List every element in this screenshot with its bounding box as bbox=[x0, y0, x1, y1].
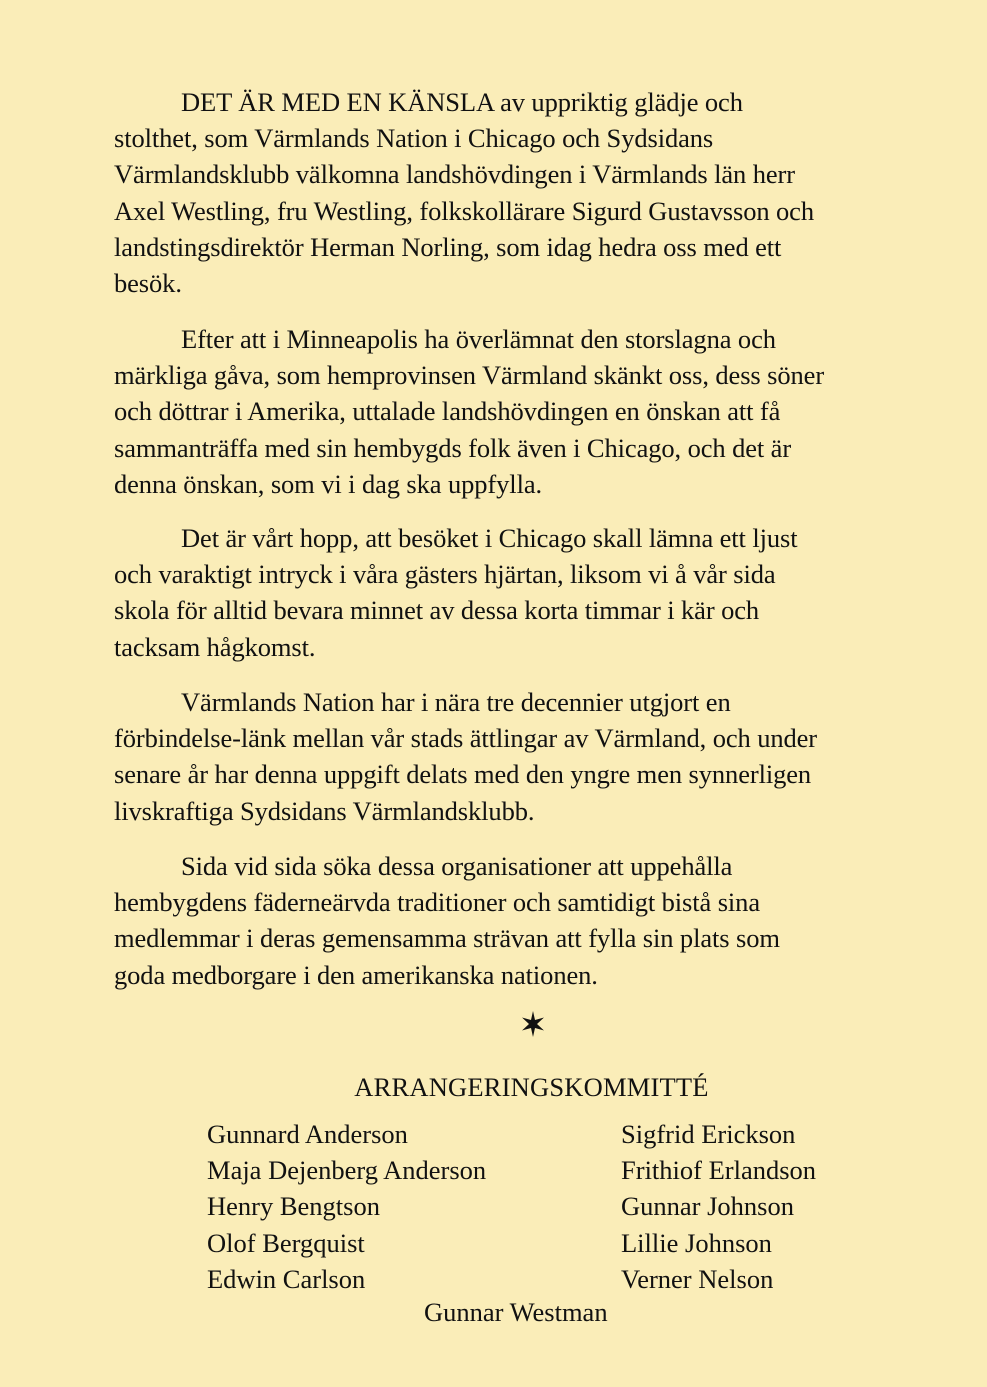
committee-member: Verner Nelson bbox=[621, 1263, 774, 1294]
paragraph-line: Sida vid sida söka dessa organisationer att uppehålla bbox=[181, 851, 733, 881]
paragraph-line: besök. bbox=[114, 268, 182, 299]
paragraph-line: livskraftiga Sydsidans Värmlandsklubb. bbox=[114, 795, 535, 826]
committee-member: Maja Dejenberg Anderson bbox=[207, 1155, 487, 1186]
paragraph-welcome bbox=[114, 84, 814, 301]
paragraph-line: Det är vårt hopp, att besöket i Chicago skall lämna ett ljust bbox=[181, 523, 798, 553]
six-pointed-star-icon bbox=[521, 1011, 545, 1037]
paragraph-line: Axel Westling, fru Westling, folkskollärare Sigurd Gustavsson och bbox=[114, 195, 814, 226]
paragraph-line: tacksam hågkomst. bbox=[114, 631, 316, 662]
paragraph-hope bbox=[114, 520, 798, 665]
committee-member: Gunnard Anderson bbox=[207, 1119, 408, 1149]
paragraph-line: förbindelse-länk mellan vår stads ättlingar av Värmland, och under bbox=[114, 723, 818, 754]
paragraph-line: Värmlands Nation har i nära tre decennier utgjort en bbox=[181, 687, 731, 717]
paragraph-line: och döttrar i Amerika, uttalade landshövdingen en önskan att få bbox=[114, 396, 781, 427]
committee-member: Edwin Carlson bbox=[207, 1263, 366, 1294]
paragraph-line: märkliga gåva, som hemprovinsen Värmland skänkt oss, dess söner bbox=[114, 360, 825, 391]
committee-member-final: Gunnar Westman bbox=[424, 1297, 608, 1327]
paragraph-line: senare år har denna uppgift delats med den yngre men synnerligen bbox=[114, 759, 812, 790]
committee-left-column bbox=[207, 1116, 486, 1297]
committee-right-column bbox=[621, 1116, 816, 1297]
paragraph-line: Värmlandsklubb välkomna landshövdingen i Värmlands län herr bbox=[114, 159, 795, 190]
paragraph-minneapolis bbox=[114, 321, 824, 502]
paragraph-line: DET ÄR MED EN KÄNSLA av uppriktig glädje och bbox=[181, 87, 743, 117]
committee-member: Olof Bergquist bbox=[207, 1227, 365, 1258]
paragraph-line: och varaktigt intryck i våra gästers hjärtan, liksom vi å vår sida bbox=[114, 559, 776, 590]
committee-member: Frithiof Erlandson bbox=[621, 1155, 817, 1186]
paragraph-line: Efter att i Minneapolis ha överlämnat den storslagna och bbox=[181, 324, 776, 354]
committee-member: Gunnar Johnson bbox=[621, 1191, 794, 1222]
paragraph-organisations bbox=[114, 848, 780, 993]
paragraph-line: hembygdens fäderneärvda traditioner och samtidigt bistå sina bbox=[114, 887, 760, 918]
paragraph-line: stolthet, som Värmlands Nation i Chicago och Sydsidans bbox=[114, 123, 714, 154]
paragraph-line: skola för alltid bevara minnet av dessa korta timmar i kär och bbox=[114, 595, 760, 626]
committee-title: ARRANGERINGSKOMMITTÉ bbox=[354, 1072, 709, 1102]
paragraph-nation-history bbox=[114, 684, 817, 829]
committee-member: Sigfrid Erickson bbox=[621, 1119, 796, 1149]
paragraph-line: denna önskan, som vi i dag ska uppfylla. bbox=[114, 468, 543, 499]
committee-member: Henry Bengtson bbox=[207, 1191, 380, 1222]
committee-member: Lillie Johnson bbox=[621, 1227, 772, 1258]
paragraph-line: medlemmar i deras gemensamma strävan att fylla sin plats som bbox=[114, 923, 780, 954]
paragraph-line: landstingsdirektör Herman Norling, som idag hedra oss med ett bbox=[114, 231, 782, 262]
paragraph-line: goda medborgare i den amerikanska nationen. bbox=[114, 959, 598, 990]
paragraph-line: sammanträffa med sin hembygds folk även i Chicago, och det är bbox=[114, 432, 792, 463]
